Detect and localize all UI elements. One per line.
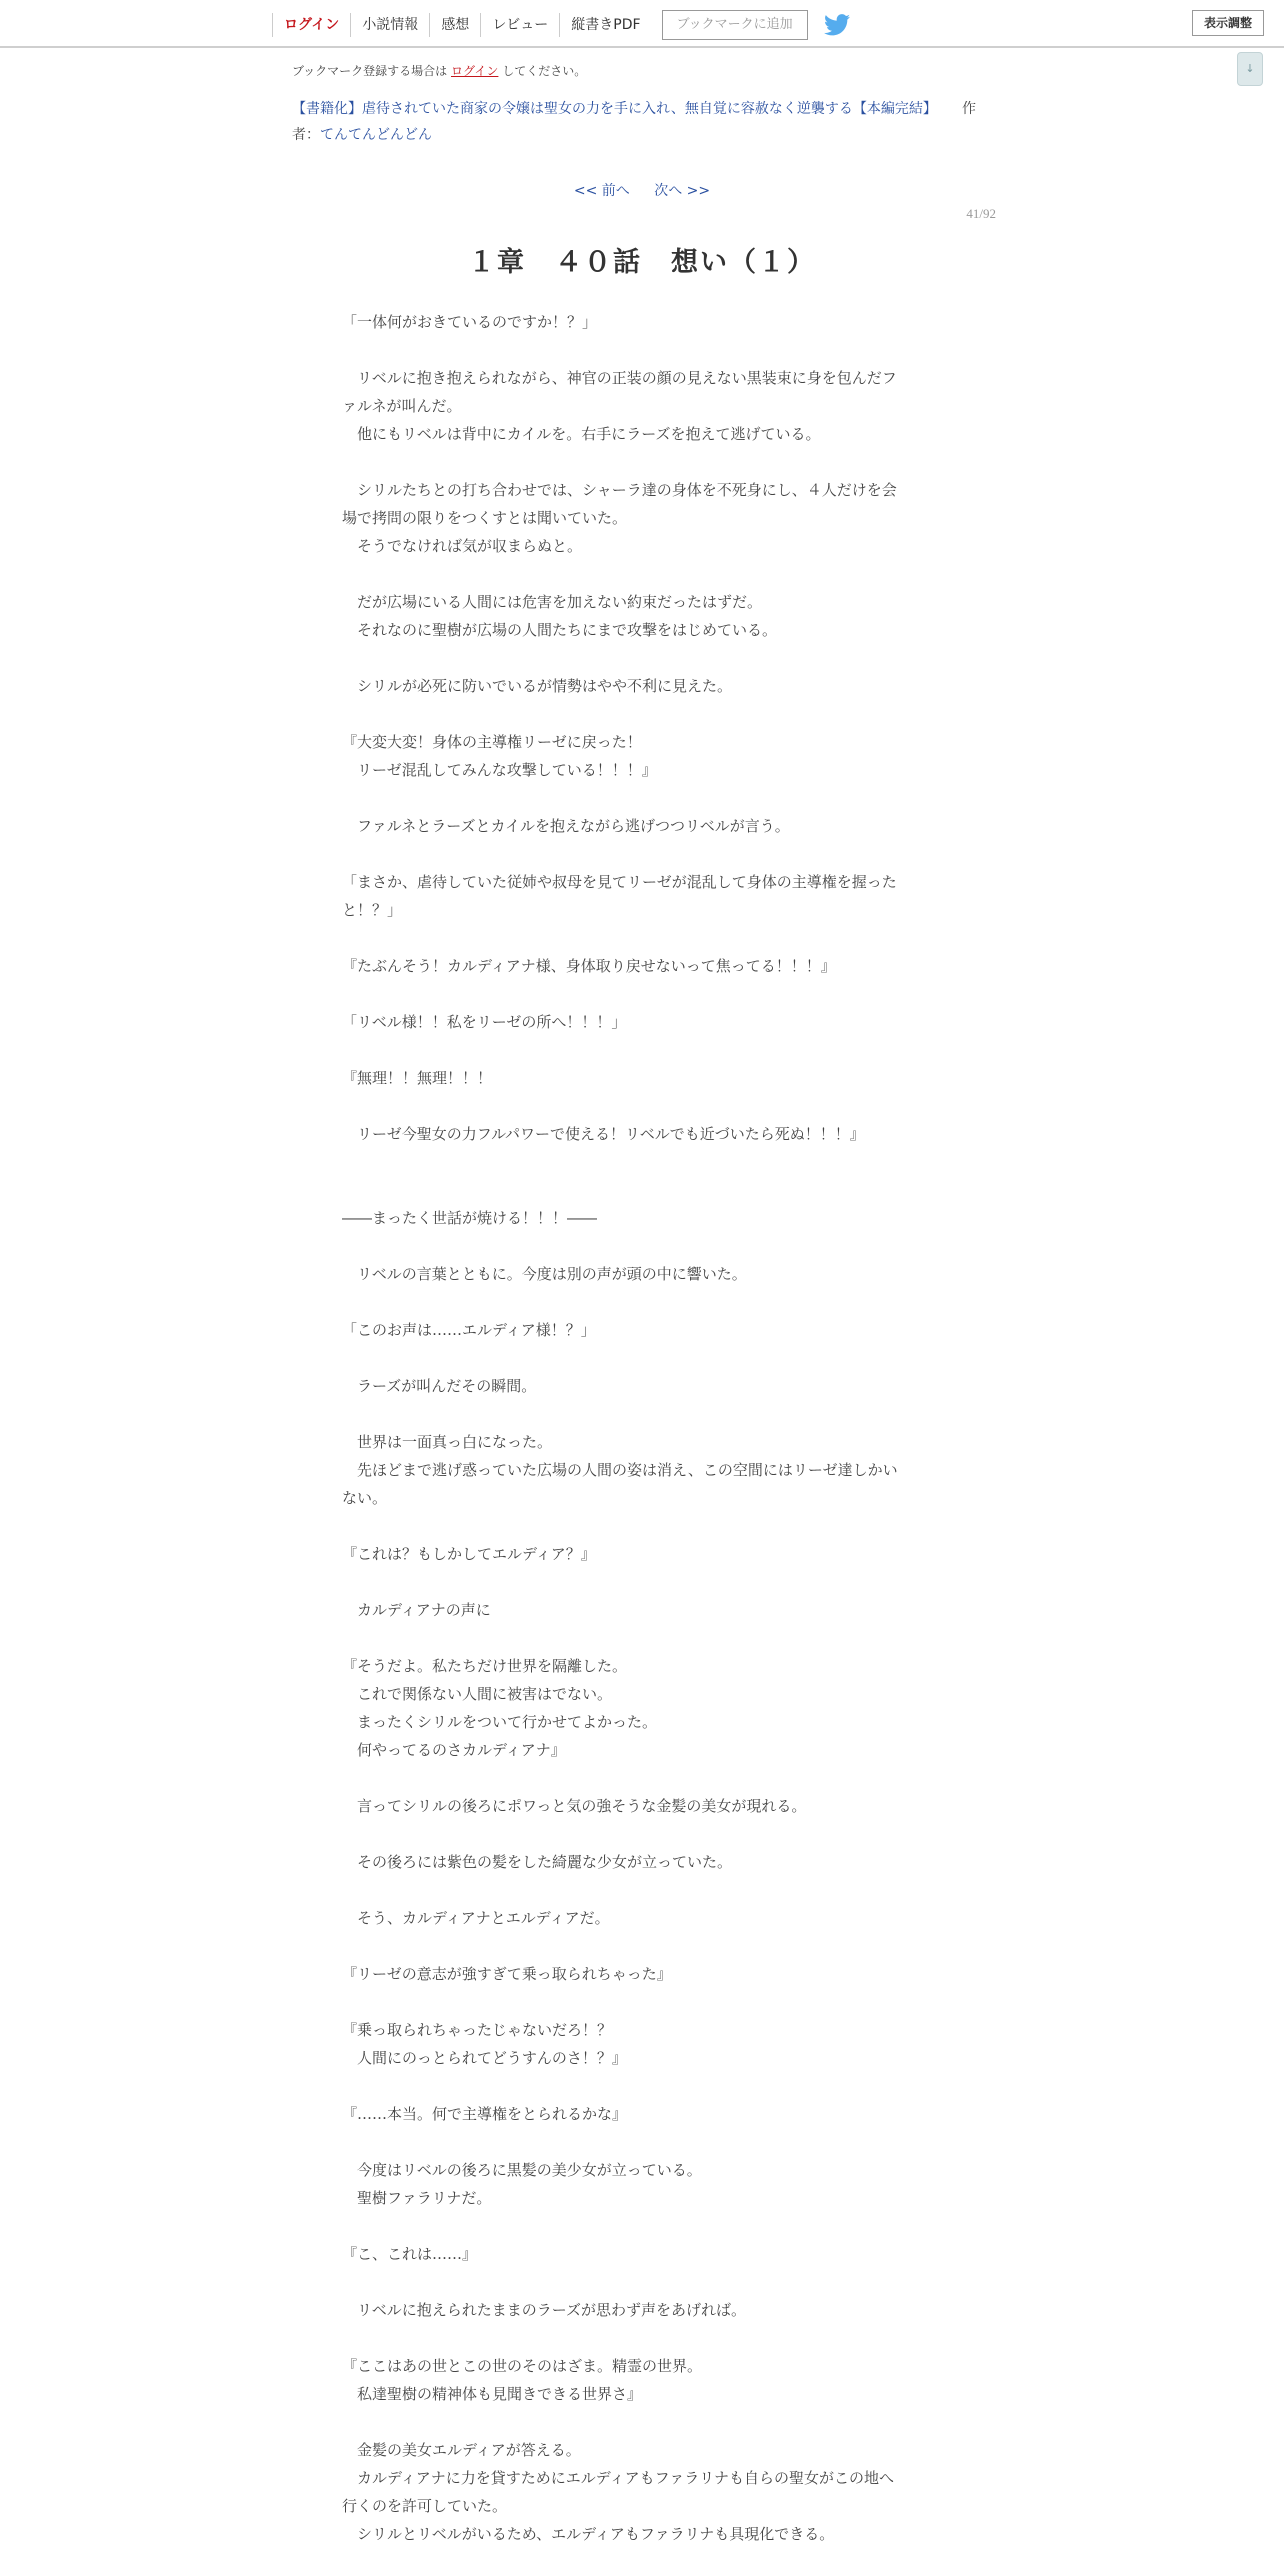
body-line: 場で拷問の限りをつくすとは聞いていた。 bbox=[342, 509, 628, 527]
body-line bbox=[342, 924, 942, 952]
next-chapter-link[interactable]: 次へ >> bbox=[654, 183, 711, 199]
body-line bbox=[342, 644, 942, 672]
notice-text-after: してください。 bbox=[502, 64, 587, 78]
body-line bbox=[342, 1344, 942, 1372]
body-line bbox=[342, 1568, 942, 1596]
body-line: まったくシリルをついて行かせてよかった。 bbox=[342, 1713, 658, 1731]
body-line: ファルネとラーズとカイルを抱えながら逃げつつリベルが言う。 bbox=[342, 817, 790, 835]
body-line bbox=[342, 560, 942, 588]
body-line bbox=[342, 336, 942, 364]
body-line bbox=[342, 1764, 942, 1792]
body-line: シリルが必死に防いでいるが情勢はやや不利に見えた。 bbox=[342, 677, 733, 695]
body-line: 金髪の美女エルディアが答える。 bbox=[342, 2441, 581, 2459]
nav-impressions-link[interactable]: 感想 bbox=[429, 13, 480, 37]
body-line: そうでなければ気が収まらぬと。 bbox=[342, 537, 583, 555]
body-line bbox=[342, 1176, 942, 1204]
body-line: 私達聖樹の精神体も見聞きできる世界さ』 bbox=[342, 2385, 643, 2403]
novel-body bbox=[342, 308, 942, 2548]
body-line: ――まったく世話が焼ける！！！―― bbox=[342, 1209, 598, 1227]
body-line: ない。 bbox=[342, 1489, 388, 1507]
body-line: これで関係ない人間に被害はでない。 bbox=[342, 1685, 613, 1703]
body-line: リーゼ今聖女の力フルパワーで使える！リベルでも近づいたら死ぬ！！！』 bbox=[342, 1125, 865, 1143]
body-line bbox=[342, 1092, 942, 1120]
body-line: 『リーゼの意志が強すぎて乗っ取られちゃった』 bbox=[342, 1965, 672, 1983]
top-navigation-bar bbox=[0, 0, 1284, 48]
body-line bbox=[342, 1232, 942, 1260]
body-line bbox=[342, 2212, 942, 2240]
display-settings-button[interactable]: 表示調整 bbox=[1192, 10, 1264, 36]
body-line: 「リベル様！！私をリーゼの所へ！！！」 bbox=[342, 1013, 627, 1031]
body-line: ラーズが叫んだその瞬間。 bbox=[342, 1377, 537, 1395]
body-line bbox=[342, 1988, 942, 2016]
body-line: 『これは？もしかしてエルディア？』 bbox=[342, 1545, 596, 1563]
body-line bbox=[342, 2268, 942, 2296]
body-line: そう、カルディアナとエルディアだ。 bbox=[342, 1909, 610, 1927]
body-line: 言ってシリルの後ろにポワっと気の強そうな金髪の美女が現れる。 bbox=[342, 1797, 807, 1815]
chapter-pager bbox=[0, 180, 1284, 200]
body-line: 「このお声は……エルディア様！？」 bbox=[342, 1321, 596, 1339]
body-line: その後ろには紫色の髪をした綺麗な少女が立っていた。 bbox=[342, 1853, 733, 1871]
nav-novel-info-link[interactable]: 小説情報 bbox=[350, 13, 429, 37]
twitter-icon[interactable] bbox=[824, 14, 850, 36]
series-title-link[interactable]: 【書籍化】虐待されていた商家の令嬢は聖女の力を手に入れ、無自覚に容赦なく逆襲する【本編完結】 bbox=[292, 101, 937, 117]
body-line bbox=[342, 1148, 942, 1176]
body-line bbox=[342, 1876, 942, 1904]
body-line: 他にもリベルは背中にカイルを。右手にラーズを抱えて逃げている。 bbox=[342, 425, 821, 443]
series-info bbox=[292, 96, 976, 148]
body-line: 『大変大変！身体の主導権リーゼに戻った！ bbox=[342, 733, 642, 751]
body-line bbox=[342, 2128, 942, 2156]
chapter-title: １章 ４０話 想い（１） bbox=[468, 247, 816, 278]
nav-menu bbox=[272, 10, 850, 40]
body-line: 聖樹ファラリナだ。 bbox=[342, 2189, 492, 2207]
body-line: リベルに抱き抱えられながら、神官の正装の顔の見えない黒装束に身を包んだフ bbox=[342, 369, 897, 387]
body-line: と！？」 bbox=[342, 901, 403, 919]
bookmark-login-notice bbox=[292, 62, 586, 79]
body-line bbox=[342, 1288, 942, 1316]
body-line: カルディアナの声に bbox=[342, 1601, 491, 1619]
body-line bbox=[342, 1036, 942, 1064]
body-line: 『そうだよ。私たちだけ世界を隔離した。 bbox=[342, 1657, 628, 1675]
body-line: ァルネが叫んだ。 bbox=[342, 397, 462, 415]
body-line bbox=[342, 448, 942, 476]
body-line bbox=[342, 1624, 942, 1652]
body-line: 『ここはあの世とこの世のそのはざま。精霊の世界。 bbox=[342, 2357, 703, 2375]
scroll-down-tab[interactable]: ↓ bbox=[1237, 52, 1263, 86]
nav-login-link[interactable]: ログイン bbox=[272, 13, 350, 37]
body-line bbox=[342, 1512, 942, 1540]
notice-text-before: ブックマーク登録する場合は bbox=[292, 64, 448, 78]
body-line bbox=[342, 980, 942, 1008]
body-line: リベルに抱えられたままのラーズが思わず声をあげれば。 bbox=[342, 2301, 746, 2319]
body-line: リーゼ混乱してみんな攻撃している！！！』 bbox=[342, 761, 657, 779]
body-line bbox=[342, 2408, 942, 2436]
page-number: 41/92 bbox=[966, 206, 996, 221]
author-link[interactable]: てんてんどんどん bbox=[320, 127, 432, 143]
body-line bbox=[342, 1932, 942, 1960]
body-line bbox=[342, 1400, 942, 1428]
body-line: 何やってるのさカルディアナ』 bbox=[342, 1741, 566, 1759]
body-line bbox=[342, 700, 942, 728]
body-line: 『……本当。何で主導権をとられるかな』 bbox=[342, 2105, 628, 2123]
body-line: 人間にのっとられてどうすんのさ！？』 bbox=[342, 2049, 627, 2067]
notice-login-link[interactable]: ログイン bbox=[451, 64, 499, 78]
body-line bbox=[342, 784, 942, 812]
body-line: 『無理！！無理！！！ bbox=[342, 1069, 493, 1087]
prev-chapter-link[interactable]: << 前へ bbox=[573, 183, 630, 199]
nav-vertical-pdf-link[interactable]: 縦書きPDF bbox=[559, 13, 651, 37]
body-line: 「まさか、虐待していた従姉や叔母を見てリーゼが混乱して身体の主導権を握った bbox=[342, 873, 897, 891]
body-line bbox=[342, 2324, 942, 2352]
nav-review-link[interactable]: レビュー bbox=[480, 13, 559, 37]
body-line: 先ほどまで逃げ惑っていた広場の人間の姿は消え、この空間にはリーゼ達しかい bbox=[342, 1461, 898, 1479]
body-line: カルディアナに力を貸すためにエルディアもファラリナも自らの聖女がこの地へ bbox=[342, 2469, 895, 2487]
body-line: リベルの言葉とともに。今度は別の声が頭の中に響いた。 bbox=[342, 1265, 747, 1283]
body-line bbox=[342, 1820, 942, 1848]
body-line: 行くのを許可していた。 bbox=[342, 2497, 508, 2515]
add-bookmark-button[interactable]: ブックマークに追加 bbox=[662, 10, 808, 40]
body-line: それなのに聖樹が広場の人間たちにまで攻撃をはじめている。 bbox=[342, 621, 778, 639]
body-line: シリルたちとの打ち合わせでは、シャーラ達の身体を不死身にし、４人だけを会 bbox=[342, 481, 897, 499]
body-line: 『乗っ取られちゃったじゃないだろ！？ bbox=[342, 2021, 613, 2039]
body-line bbox=[342, 840, 942, 868]
body-line: 『こ、これは……』 bbox=[342, 2245, 478, 2263]
author-label-part1: 作 bbox=[962, 101, 976, 117]
body-line: だが広場にいる人間には危害を加えない約束だったはずだ。 bbox=[342, 593, 763, 611]
author-label-part2: 者： bbox=[292, 127, 320, 143]
body-line bbox=[342, 2072, 942, 2100]
body-line: 今度はリベルの後ろに黒髪の美少女が立っている。 bbox=[342, 2161, 702, 2179]
body-line: 『たぶんそう！カルディアナ様、身体取り戻せないって焦ってる！！！』 bbox=[342, 957, 836, 975]
body-line: 世界は一面真っ白になった。 bbox=[342, 1433, 553, 1451]
body-line: シリルとリベルがいるため、エルディアもファラリナも具現化できる。 bbox=[342, 2525, 835, 2543]
body-line: 「一体何がおきているのですか！？」 bbox=[342, 313, 598, 331]
